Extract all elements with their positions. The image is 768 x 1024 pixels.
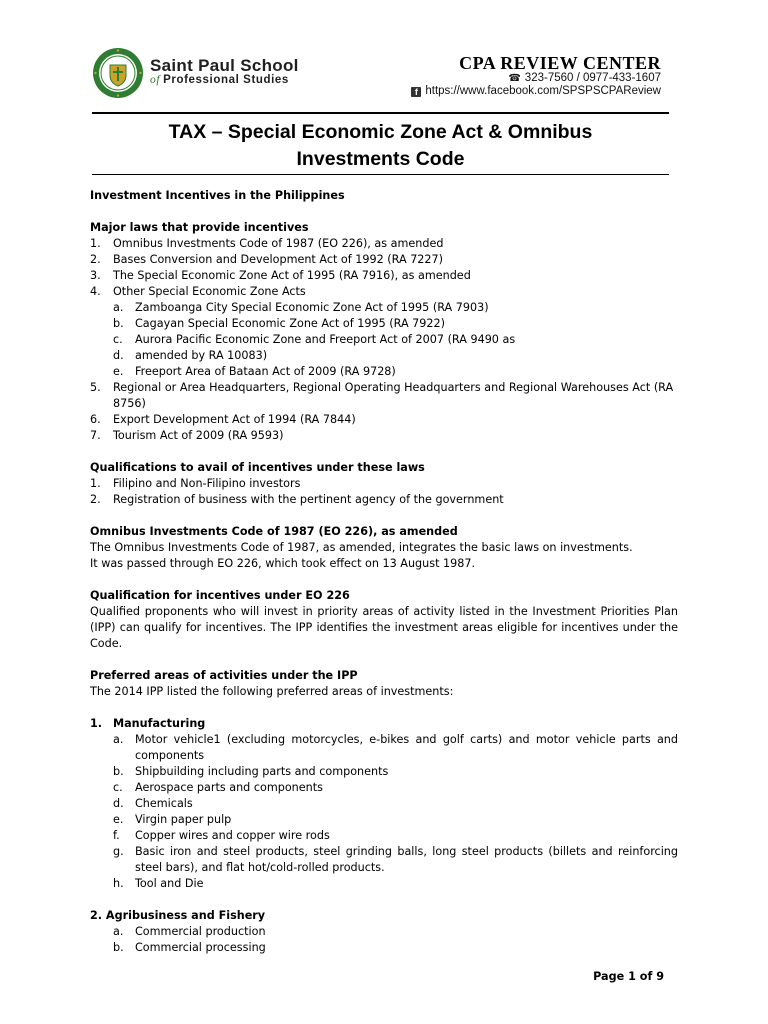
oic-heading: Omnibus Investments Code of 1987 (EO 226), as amended	[90, 525, 458, 538]
page-number: Page 1 of 9	[593, 970, 664, 983]
paragraph-line: The Omnibus Investments Code of 1987, as amended, integrates the basic laws on investments.	[90, 541, 633, 554]
list-item: 1. Omnibus Investments Code of 1987 (EO 226), as amended	[90, 237, 444, 250]
manufacturing-heading: 1. Manufacturing	[90, 717, 206, 730]
ipp-heading: Preferred areas of activities under the IPP	[90, 669, 358, 682]
list-item: 1. Filipino and Non-Filipino investors	[90, 477, 301, 490]
school-name	[150, 56, 350, 92]
list-item: 4. Other Special Economic Zone Acts	[90, 285, 306, 298]
sub-list-item: c. Aurora Pacific Economic Zone and Freeport Act of 2007 (RA 9490 as	[113, 333, 516, 346]
list-item: 3. The Special Economic Zone Act of 1995 (RA 7916), as amended	[90, 269, 471, 282]
facebook-url[interactable]: https://www.facebook.com/SPSPSCPAReview	[425, 85, 661, 97]
sub-list-item: e. Virgin paper pulp	[113, 813, 232, 826]
list-item: 6. Export Development Act of 1994 (RA 7844)	[90, 413, 356, 426]
school-name-line1: Saint Paul School	[150, 56, 299, 75]
school-seal-logo	[92, 47, 144, 99]
ipp-paragraph: The 2014 IPP listed the following preferred areas of investments:	[90, 685, 454, 698]
sub-list-item: d. Chemicals	[113, 797, 193, 810]
qualification-eo-paragraph: Qualified proponents who will invest in priority areas of activity listed in the Investment Priorities Plan (IPP) can qualify for incentives. The IPP identifies the investment areas eligible for incentives under the Code.	[90, 605, 678, 650]
list-item: 2. Bases Conversion and Development Act of 1992 (RA 7227)	[90, 253, 444, 266]
sub-list-item: b. Commercial processing	[113, 941, 266, 954]
list-item: 7. Tourism Act of 2009 (RA 9593)	[90, 429, 284, 442]
school-name-professional: Professional Studies	[163, 74, 289, 86]
letterhead	[0, 0, 768, 112]
document-title	[92, 119, 669, 173]
facebook-icon: f	[411, 87, 421, 97]
title-bottom-rule	[92, 174, 669, 175]
sub-list-item: a. Zamboanga City Special Economic Zone Act of 1995 (RA 7903)	[113, 301, 489, 314]
sub-list-item: h. Tool and Die	[113, 877, 204, 890]
document-title-line1: TAX – Special Economic Zone Act & Omnibus	[168, 121, 593, 143]
document-body	[90, 188, 678, 956]
sub-list-item: b. Shipbuilding including parts and components	[113, 765, 389, 778]
sub-list-item: g. Basic iron and steel products, steel grinding balls, long steel products (billets and reinforcing steel bars), and flat hot/cold-rolled products.	[113, 845, 678, 874]
sub-list-item: e. Freeport Area of Bataan Act of 2009 (RA 9728)	[113, 365, 396, 378]
sub-list-item: a. Commercial production	[113, 925, 266, 938]
sub-list-item: d. amended by RA 10083)	[113, 349, 268, 362]
list-item: 5. Regional or Area Headquarters, Regional Operating Headquarters and Regional Warehouses Act (RA 8756)	[90, 381, 674, 410]
sub-list-item: f. Copper wires and copper wire rods	[113, 829, 330, 842]
list-item: 2. Registration of business with the pertinent agency of the government	[90, 493, 504, 506]
sub-list-item: b. Cagayan Special Economic Zone Act of 1995 (RA 7922)	[113, 317, 446, 330]
phone-icon: ☎	[508, 73, 521, 84]
title-top-rule	[92, 112, 669, 114]
review-center-title: CPA REVIEW CENTER	[459, 53, 661, 73]
section-heading: Investment Incentives in the Philippines	[90, 189, 345, 202]
major-laws-heading: Major laws that provide incentives	[90, 221, 309, 234]
phone-numbers: 323-7560 / 0977-433-1607	[524, 72, 661, 84]
school-name-line2	[150, 74, 289, 86]
sub-list-item: c. Aerospace parts and components	[113, 781, 323, 794]
sub-list-item: a. Motor vehicle1 (excluding motorcycles, e-bikes and golf carts) and motor vehicle parts and components	[113, 733, 678, 762]
qualification-eo-heading: Qualification for incentives under EO 226	[90, 589, 350, 602]
facebook-line	[411, 85, 661, 97]
phone-line	[508, 72, 661, 84]
paragraph-line: It was passed through EO 226, which took effect on 13 August 1987.	[90, 557, 476, 570]
qualifications-heading: Qualifications to avail of incentives under these laws	[90, 461, 425, 474]
document-title-line2: Investments Code	[296, 148, 465, 170]
agribusiness-heading: 2. Agribusiness and Fishery	[90, 909, 266, 922]
school-name-of: of	[150, 74, 161, 86]
